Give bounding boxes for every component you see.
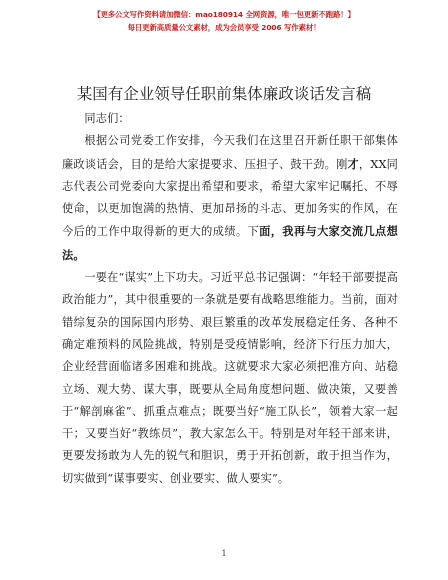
document-body: [62, 108, 398, 490]
paragraph-1-mid: ，XX同志代表公司党委向大家提出希望和要求，希望大家牢记嘱托、不辱使命，以更加饱满的热情、更加昂扬的斗志、更加务实的作风，在今后的工作中取得新的更大的成绩。下: [62, 157, 398, 239]
paragraph-1-bold-2: 面，我再与大家交流几点想法。: [62, 224, 398, 262]
greeting: 同志们：: [84, 112, 130, 125]
paragraph-2: 一要在“谋实”上下功夫。习近平总书记强调：“年轻干部要提高政治能力”，其中很重要的一条就是要有战略思维能力。当前，面对错综复杂的国际国内形势、艰巨繁重的改革发展稳定任务、各种不确定难预料的风险挑战，特别是受疫情影响，经济下行压力加大，企业经营面临诸多困难和挑战。这就要求大家必须把准方向、站稳立场、观大势、谋大事，既要从全局角度想问题、做决策，又要善于“解剖麻雀”、抓重点难点；既要当好“施工队长”，领着大家一起干；又要当好“教练员”，教大家怎么干。特别是对年轻干部来讲，更要发扬敢为人先的锐气和胆识，勇于开拓创新，敢于担当作为，切实做到“谋事要实、创业要实、做人要实”。: [62, 271, 398, 485]
promo-banner-line2: 每日更新高质量公文素材，成为会员享受 2006 写作素材！: [127, 23, 321, 32]
paragraph-1-bold-1: 才: [347, 156, 359, 171]
paragraph-1-lead: 根据公司党委工作安排，今天我们在这里召开新任职干部集体廉政谈话会，目的是给大家提要求、压担子、鼓干劲。刚: [62, 134, 398, 171]
paragraph-1: [62, 130, 398, 267]
page-number: 1: [221, 549, 227, 558]
promo-banner-line1: 【更多公文写作资料请加微信：mao180914 全网资源，唯一包更新不跑路！】: [93, 10, 355, 19]
document-title: 某国有企业领导任职前集体廉政谈话发言稿: [76, 85, 372, 103]
promo-banner: [0, 8, 448, 34]
